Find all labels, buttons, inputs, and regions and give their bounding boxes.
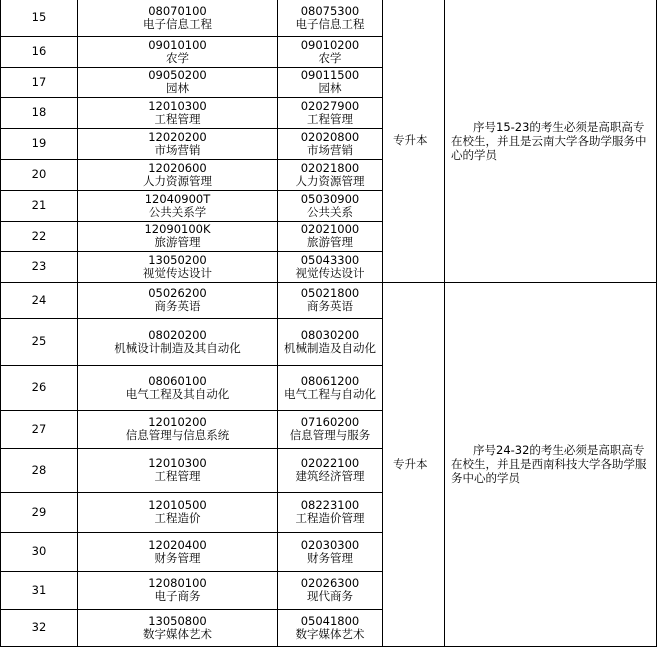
source-code: 12090100K bbox=[144, 222, 211, 236]
target-name: 商务英语 bbox=[307, 299, 353, 313]
target-major-cell bbox=[278, 532, 383, 571]
source-major-cell bbox=[78, 251, 278, 282]
target-name: 工程造价管理 bbox=[295, 511, 365, 525]
target-major-cell bbox=[278, 128, 383, 159]
target-major-cell bbox=[278, 318, 383, 365]
target-name: 电气工程与自动化 bbox=[284, 386, 376, 401]
target-code: 05021800 bbox=[300, 286, 360, 300]
target-major-cell bbox=[278, 190, 383, 221]
source-name: 财务管理 bbox=[154, 550, 201, 565]
row-number: 25 bbox=[1, 318, 78, 365]
source-code: 12020400 bbox=[148, 537, 207, 552]
target-name: 视觉传达设计 bbox=[295, 265, 365, 280]
level-type: 专升本 bbox=[383, 282, 445, 646]
row-number: 30 bbox=[1, 532, 78, 571]
source-name: 视觉传达设计 bbox=[143, 265, 212, 280]
source-name: 电子商务 bbox=[154, 589, 201, 603]
group-note: 序号24-32的考生必须是高职高专在校生，并且是西南科技大学各助学服务中心的学员 bbox=[445, 282, 657, 646]
target-major-cell bbox=[278, 67, 383, 97]
group-note: 序号15-23的考生必须是高职高专在校生，并且是云南大学各助学服务中心的学员 bbox=[445, 0, 657, 282]
target-major-cell bbox=[278, 609, 383, 646]
target-code: 09011500 bbox=[300, 68, 360, 82]
target-name: 数字媒体艺术 bbox=[295, 626, 365, 641]
row-number: 21 bbox=[1, 190, 78, 221]
target-major-cell bbox=[278, 0, 383, 36]
source-name: 工程管理 bbox=[154, 469, 201, 483]
target-code: 08223100 bbox=[300, 498, 360, 512]
target-code: 09010200 bbox=[300, 37, 360, 52]
row-number: 18 bbox=[1, 97, 78, 128]
source-name: 市场营销 bbox=[154, 142, 201, 157]
source-name: 商务英语 bbox=[154, 299, 201, 313]
source-major-cell bbox=[78, 282, 278, 318]
row-number: 27 bbox=[1, 410, 78, 448]
target-name: 建筑经济管理 bbox=[295, 469, 365, 483]
source-name: 农学 bbox=[166, 50, 189, 65]
target-major-cell bbox=[278, 571, 383, 609]
target-name: 财务管理 bbox=[307, 550, 353, 565]
source-code: 12020200 bbox=[148, 129, 207, 144]
target-name: 信息管理与服务 bbox=[289, 428, 371, 442]
source-name: 旅游管理 bbox=[154, 235, 201, 249]
target-major-cell bbox=[278, 282, 383, 318]
row-number: 29 bbox=[1, 492, 78, 532]
target-major-cell bbox=[278, 410, 383, 448]
row-number: 16 bbox=[1, 36, 78, 67]
level-type: 专升本 bbox=[383, 0, 445, 282]
source-major-cell bbox=[78, 128, 278, 159]
row-number: 19 bbox=[1, 128, 78, 159]
source-name: 信息管理与信息系统 bbox=[125, 428, 230, 442]
target-name: 电子信息工程 bbox=[295, 16, 365, 31]
row-number: 28 bbox=[1, 448, 78, 492]
row-number: 26 bbox=[1, 365, 78, 410]
target-code: 02022100 bbox=[300, 456, 360, 470]
table-row bbox=[1, 0, 657, 36]
target-code: 07160200 bbox=[300, 415, 360, 429]
source-code: 12010300 bbox=[148, 98, 207, 113]
target-major-cell bbox=[278, 221, 383, 251]
target-major-cell bbox=[278, 492, 383, 532]
source-code: 08020200 bbox=[148, 327, 207, 342]
target-code: 02027900 bbox=[300, 98, 360, 113]
source-name: 机械设计制造及其自动化 bbox=[114, 340, 241, 355]
source-code: 12010500 bbox=[148, 498, 207, 512]
row-number: 22 bbox=[1, 221, 78, 251]
target-major-cell bbox=[278, 365, 383, 410]
target-code: 02021000 bbox=[300, 222, 360, 236]
source-major-cell bbox=[78, 67, 278, 97]
target-major-cell bbox=[278, 448, 383, 492]
target-code: 02021800 bbox=[300, 160, 360, 175]
source-major-cell bbox=[78, 36, 278, 67]
source-name: 园林 bbox=[166, 81, 189, 95]
source-code: 05026200 bbox=[148, 286, 207, 300]
target-name: 市场营销 bbox=[307, 142, 353, 157]
source-code: 12010300 bbox=[148, 456, 207, 470]
target-code: 05030900 bbox=[300, 191, 360, 206]
target-name: 现代商务 bbox=[307, 589, 353, 603]
source-major-cell bbox=[78, 190, 278, 221]
target-major-cell bbox=[278, 97, 383, 128]
target-major-cell bbox=[278, 251, 383, 282]
target-code: 02020800 bbox=[300, 129, 360, 144]
target-name: 人力资源管理 bbox=[295, 173, 365, 188]
target-code: 05041800 bbox=[300, 613, 360, 628]
source-code: 08060100 bbox=[148, 373, 207, 388]
target-code: 05043300 bbox=[300, 252, 360, 267]
source-code: 09050200 bbox=[148, 68, 207, 82]
target-name: 农学 bbox=[318, 50, 342, 65]
source-name: 数字媒体艺术 bbox=[143, 626, 212, 641]
table-row bbox=[1, 282, 657, 318]
row-number: 23 bbox=[1, 251, 78, 282]
row-number: 31 bbox=[1, 571, 78, 609]
source-name: 电气工程及其自动化 bbox=[125, 386, 230, 401]
table-body bbox=[1, 0, 657, 646]
source-code: 09010100 bbox=[148, 37, 207, 52]
target-name: 公共关系 bbox=[307, 204, 353, 219]
row-number: 24 bbox=[1, 282, 78, 318]
source-major-cell bbox=[78, 221, 278, 251]
source-name: 人力资源管理 bbox=[143, 173, 212, 188]
source-major-cell bbox=[78, 318, 278, 365]
target-name: 园林 bbox=[318, 81, 342, 95]
source-code: 08070100 bbox=[148, 3, 207, 18]
target-code: 08030200 bbox=[300, 327, 360, 342]
source-code: 12010200 bbox=[148, 415, 207, 429]
row-number: 32 bbox=[1, 609, 78, 646]
target-name: 工程管理 bbox=[307, 111, 353, 126]
source-name: 工程管理 bbox=[154, 111, 201, 126]
source-major-cell bbox=[78, 0, 278, 36]
target-major-cell bbox=[278, 159, 383, 190]
source-name: 工程造价 bbox=[154, 511, 201, 525]
source-name: 电子信息工程 bbox=[143, 16, 212, 31]
target-code: 08061200 bbox=[300, 373, 360, 388]
source-major-cell bbox=[78, 97, 278, 128]
source-major-cell bbox=[78, 159, 278, 190]
target-code: 08075300 bbox=[300, 3, 360, 18]
source-major-cell bbox=[78, 365, 278, 410]
source-code: 12020600 bbox=[148, 160, 207, 175]
source-code: 13050200 bbox=[148, 252, 207, 267]
source-code: 12040900T bbox=[144, 191, 211, 206]
row-number: 17 bbox=[1, 67, 78, 97]
row-number: 20 bbox=[1, 159, 78, 190]
target-name: 旅游管理 bbox=[307, 235, 353, 249]
source-code: 13050800 bbox=[148, 613, 207, 628]
source-major-cell bbox=[78, 410, 278, 448]
source-major-cell bbox=[78, 532, 278, 571]
source-major-cell bbox=[78, 448, 278, 492]
source-name: 公共关系学 bbox=[148, 204, 207, 219]
source-code: 12080100 bbox=[148, 576, 207, 590]
row-number: 15 bbox=[1, 0, 78, 36]
source-major-cell bbox=[78, 571, 278, 609]
target-major-cell bbox=[278, 36, 383, 67]
target-code: 02030300 bbox=[300, 537, 360, 552]
target-code: 02026300 bbox=[300, 576, 360, 590]
target-name: 机械制造及自动化 bbox=[284, 340, 376, 355]
source-major-cell bbox=[78, 609, 278, 646]
source-major-cell bbox=[78, 492, 278, 532]
